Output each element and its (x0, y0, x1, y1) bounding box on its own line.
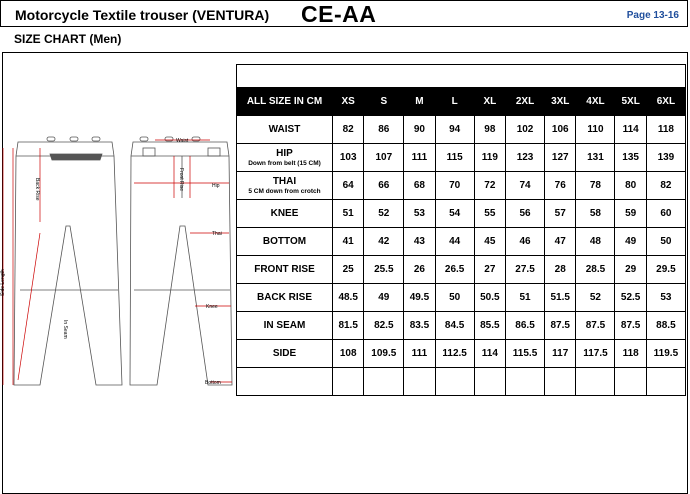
label-waist: Waist (176, 138, 189, 144)
row-label-cell (237, 228, 333, 256)
size-header: 5XL (615, 88, 646, 116)
back-view-outline (14, 142, 122, 385)
value-cell: 47 (545, 228, 576, 256)
value-cell: 86.5 (506, 312, 545, 340)
row-note: 5 CM down from crotch (248, 188, 321, 195)
value-cell: 41 (333, 228, 364, 256)
value-cell: 110 (576, 116, 615, 144)
table-row (237, 116, 686, 144)
value-cell: 82 (646, 172, 685, 200)
row-label-cell (237, 144, 333, 172)
row-label: KNEE (270, 208, 299, 219)
label-thai: Thai (212, 231, 222, 237)
row-label-cell (237, 284, 333, 312)
header-label: ALL SIZE IN CM (237, 88, 333, 116)
table-row (237, 200, 686, 228)
blank-cell (506, 368, 545, 396)
value-cell: 50 (435, 284, 474, 312)
row-label-cell (237, 200, 333, 228)
label-front-rise: Front Rise (178, 168, 184, 192)
row-label: IN SEAM (263, 320, 306, 331)
table-row (237, 172, 686, 200)
table-blank-row (237, 368, 686, 396)
size-header: XL (474, 88, 505, 116)
value-cell: 59 (615, 200, 646, 228)
value-cell: 51 (506, 284, 545, 312)
value-cell: 119.5 (646, 340, 685, 368)
value-cell: 43 (404, 228, 435, 256)
value-cell: 82.5 (364, 312, 404, 340)
blank-cell (474, 368, 505, 396)
value-cell: 88.5 (646, 312, 685, 340)
blank-cell (333, 368, 364, 396)
value-cell: 49 (615, 228, 646, 256)
value-cell: 80 (615, 172, 646, 200)
row-label: THAI (272, 176, 297, 187)
label-hip: Hip (212, 183, 220, 189)
value-cell: 106 (545, 116, 576, 144)
size-header: 2XL (506, 88, 545, 116)
blank-cell (545, 368, 576, 396)
value-cell: 115.5 (506, 340, 545, 368)
value-cell: 107 (364, 144, 404, 172)
document-title: Motorcycle Textile trouser (VENTURA) (15, 7, 270, 23)
size-header: 6XL (646, 88, 685, 116)
table-row (237, 144, 686, 172)
value-cell: 60 (646, 200, 685, 228)
table-row (237, 256, 686, 284)
value-cell: 29 (615, 256, 646, 284)
row-label-cell (237, 172, 333, 200)
row-label-cell (237, 256, 333, 284)
value-cell: 102 (506, 116, 545, 144)
value-cell: 118 (646, 116, 685, 144)
row-label: BOTTOM (262, 236, 307, 247)
row-label: HIP (276, 148, 293, 159)
table-row (237, 228, 686, 256)
section-title: SIZE CHART (Men) (14, 32, 122, 46)
value-cell: 109.5 (364, 340, 404, 368)
blank-cell (646, 368, 685, 396)
value-cell: 54 (435, 200, 474, 228)
value-cell: 108 (333, 340, 364, 368)
value-cell: 135 (615, 144, 646, 172)
size-header: 4XL (576, 88, 615, 116)
value-cell: 48 (576, 228, 615, 256)
blank-cell (364, 368, 404, 396)
value-cell: 49.5 (404, 284, 435, 312)
table-row (237, 312, 686, 340)
value-cell: 50 (646, 228, 685, 256)
value-cell: 28 (545, 256, 576, 284)
value-cell: 70 (435, 172, 474, 200)
value-cell: 26 (404, 256, 435, 284)
value-cell: 45 (474, 228, 505, 256)
row-label: WAIST (268, 124, 301, 135)
value-cell: 103 (333, 144, 364, 172)
row-label: SIDE (272, 348, 297, 359)
value-cell: 98 (474, 116, 505, 144)
value-cell: 76 (545, 172, 576, 200)
size-chart-table (236, 64, 686, 396)
row-label: BACK RISE (256, 292, 312, 303)
size-header: M (404, 88, 435, 116)
value-cell: 114 (474, 340, 505, 368)
value-cell: 119 (474, 144, 505, 172)
value-cell: 25.5 (364, 256, 404, 284)
row-note: Down from belt (15 CM) (248, 160, 321, 167)
label-knee: Knee (206, 304, 218, 310)
row-label-cell (237, 116, 333, 144)
value-cell: 82 (333, 116, 364, 144)
blank-cell (404, 368, 435, 396)
value-cell: 58 (576, 200, 615, 228)
value-cell: 52.5 (615, 284, 646, 312)
value-cell: 87.5 (576, 312, 615, 340)
label-side-length: Side Length (0, 269, 6, 296)
value-cell: 90 (404, 116, 435, 144)
value-cell: 118 (615, 340, 646, 368)
value-cell: 44 (435, 228, 474, 256)
value-cell: 111 (404, 340, 435, 368)
value-cell: 117 (545, 340, 576, 368)
value-cell: 127 (545, 144, 576, 172)
value-cell: 111 (404, 144, 435, 172)
value-cell: 27.5 (506, 256, 545, 284)
value-cell: 68 (404, 172, 435, 200)
page-number: Page 13-16 (626, 10, 679, 21)
value-cell: 94 (435, 116, 474, 144)
row-label-cell (237, 340, 333, 368)
value-cell: 86 (364, 116, 404, 144)
table-row (237, 284, 686, 312)
size-header: XS (333, 88, 364, 116)
value-cell: 117.5 (576, 340, 615, 368)
row-label-cell (237, 312, 333, 340)
value-cell: 123 (506, 144, 545, 172)
value-cell: 28.5 (576, 256, 615, 284)
table-top-cell (237, 65, 686, 88)
product-code: CE-AA (301, 1, 377, 27)
size-header: L (435, 88, 474, 116)
value-cell: 49 (364, 284, 404, 312)
value-cell: 53 (404, 200, 435, 228)
value-cell: 87.5 (615, 312, 646, 340)
value-cell: 64 (333, 172, 364, 200)
label-back-rise: Back Rise (34, 178, 40, 201)
value-cell: 72 (474, 172, 505, 200)
value-cell: 53 (646, 284, 685, 312)
label-in-seam: In Seam (62, 320, 68, 339)
value-cell: 26.5 (435, 256, 474, 284)
table-row (237, 340, 686, 368)
value-cell: 55 (474, 200, 505, 228)
value-cell: 66 (364, 172, 404, 200)
value-cell: 52 (576, 284, 615, 312)
blank-cell (237, 368, 333, 396)
label-bottom: Bottom (205, 380, 221, 386)
trouser-diagram (0, 130, 236, 400)
value-cell: 51.5 (545, 284, 576, 312)
value-cell: 48.5 (333, 284, 364, 312)
value-cell: 139 (646, 144, 685, 172)
value-cell: 112.5 (435, 340, 474, 368)
value-cell: 51 (333, 200, 364, 228)
value-cell: 131 (576, 144, 615, 172)
value-cell: 83.5 (404, 312, 435, 340)
table-top-row (237, 65, 686, 88)
value-cell: 50.5 (474, 284, 505, 312)
value-cell: 84.5 (435, 312, 474, 340)
value-cell: 27 (474, 256, 505, 284)
value-cell: 56 (506, 200, 545, 228)
value-cell: 81.5 (333, 312, 364, 340)
size-header: S (364, 88, 404, 116)
value-cell: 52 (364, 200, 404, 228)
value-cell: 42 (364, 228, 404, 256)
table-header-row (237, 88, 686, 116)
value-cell: 74 (506, 172, 545, 200)
blank-cell (435, 368, 474, 396)
value-cell: 25 (333, 256, 364, 284)
row-label: FRONT RISE (254, 264, 315, 275)
value-cell: 29.5 (646, 256, 685, 284)
blank-cell (615, 368, 646, 396)
value-cell: 46 (506, 228, 545, 256)
value-cell: 115 (435, 144, 474, 172)
size-header: 3XL (545, 88, 576, 116)
value-cell: 78 (576, 172, 615, 200)
blank-cell (576, 368, 615, 396)
value-cell: 114 (615, 116, 646, 144)
value-cell: 87.5 (545, 312, 576, 340)
header-bar (0, 0, 688, 27)
value-cell: 57 (545, 200, 576, 228)
value-cell: 85.5 (474, 312, 505, 340)
